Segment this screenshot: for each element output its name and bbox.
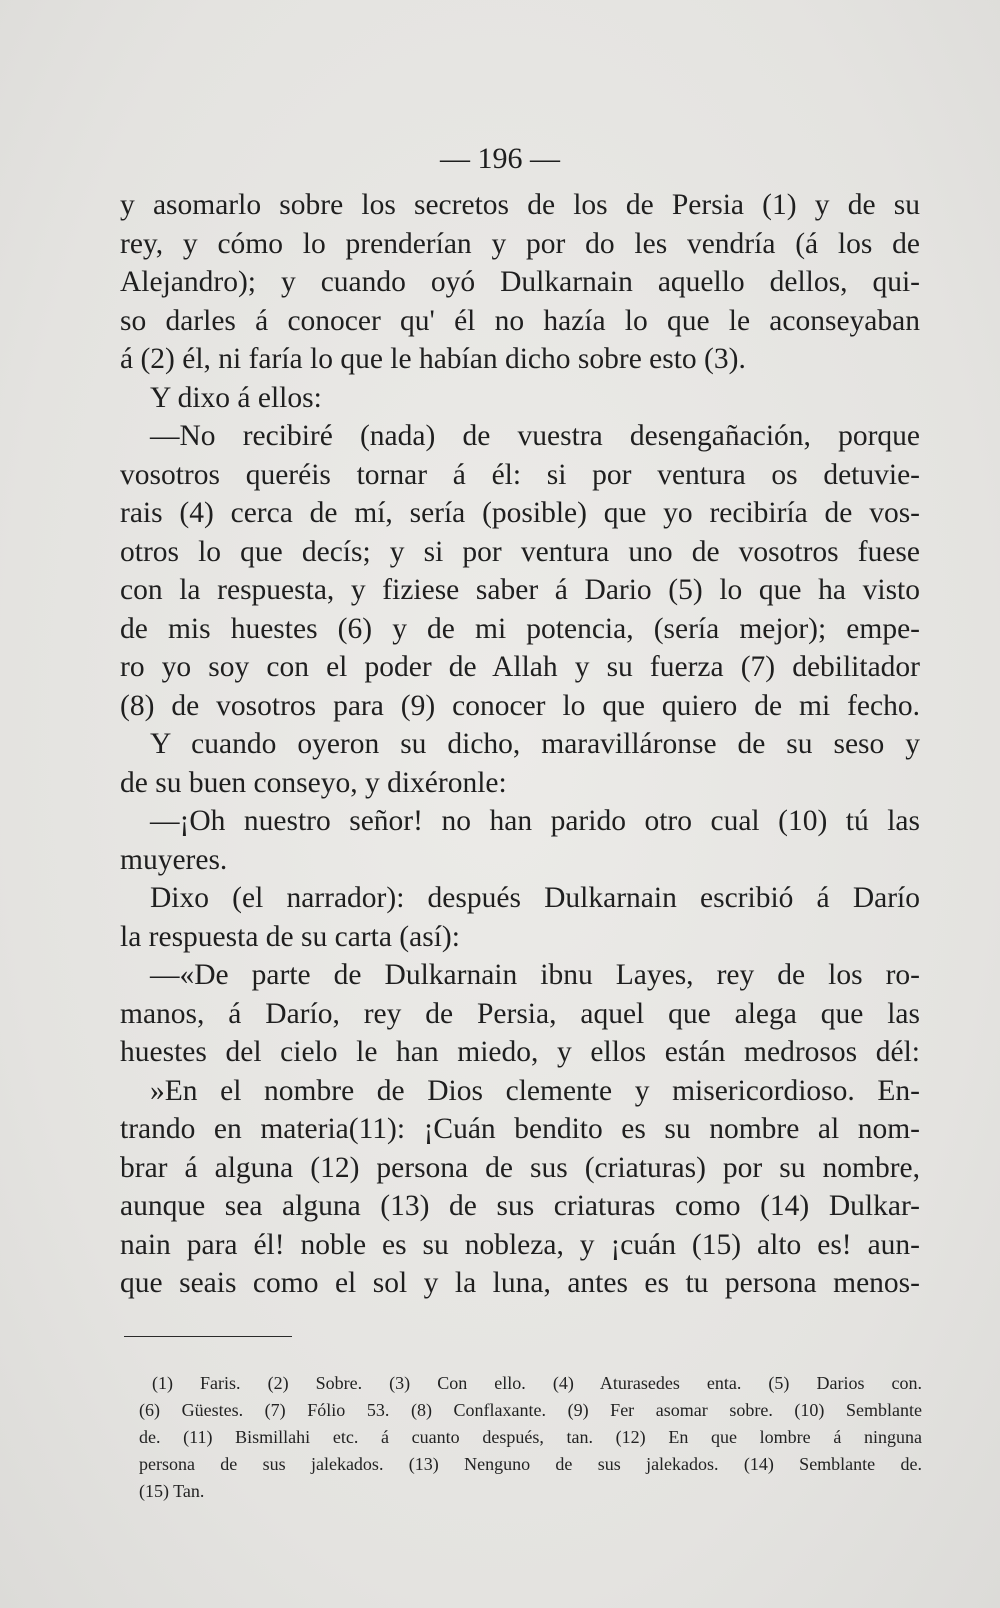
- body-line: de mis huestes (6) y de mi potencia, (sería mejor); empe-: [120, 612, 920, 645]
- body-line: rais (4) cerca de mí, sería (posible) que yo recibiría de vos-: [120, 497, 920, 529]
- footnotes: [139, 1370, 922, 1505]
- body-line: »En el nombre de Dios clemente y misericordioso. En-: [150, 1074, 920, 1107]
- body-line: —No recibiré (nada) de vuestra desengañación, porque: [150, 420, 920, 452]
- body-line: ro yo soy con el poder de Allah y su fuerza (7) debilitador: [120, 651, 920, 683]
- body-line: Dixo (el narrador): después Dulkarnain escribió á Darío: [150, 882, 920, 914]
- body-line: la respuesta de su carta (así):: [120, 920, 460, 953]
- body-line: nain para él! noble es su nobleza, y ¡cuán (15) alto es! aun-: [120, 1228, 920, 1261]
- footnote-line: (15) Tan.: [139, 1481, 205, 1501]
- body-line: á (2) él, ni faría lo que le habían dicho sobre esto (3).: [120, 343, 746, 375]
- body-line: so darles á conocer qu' él no hazía lo que le aconseyaban: [120, 304, 920, 337]
- body-line: aunque sea alguna (13) de sus criaturas como (14) Dulkar-: [120, 1190, 920, 1222]
- footnote-line: (6) Güestes. (7) Fólio 53. (8) Conflaxante. (9) Fer asomar sobre. (10) Semblante: [139, 1400, 922, 1420]
- body-line: de su buen conseyo, y dixéronle:: [120, 766, 507, 799]
- body-line: con la respuesta, y fiziese saber á Dario (5) lo que ha visto: [120, 574, 920, 606]
- footnote-line: persona de sus jalekados. (13) Nenguno de sus jalekados. (14) Semblante de.: [139, 1454, 922, 1474]
- body-line: que seais como el sol y la luna, antes es tu persona menos-: [120, 1267, 920, 1299]
- body-line: trando en materia(11): ¡Cuán bendito es su nombre al nom-: [120, 1113, 920, 1145]
- body-line: —¡Oh nuestro señor! no han parido otro cual (10) tú las: [150, 805, 920, 837]
- body-line: huestes del cielo le han miedo, y ellos están medrosos dél:: [120, 1036, 920, 1068]
- body-line: brar á alguna (12) persona de sus (criaturas) por su nombre,: [120, 1151, 920, 1184]
- body-line: y asomarlo sobre los secretos de los de Persia (1) y de su: [120, 189, 920, 221]
- body-line: Alejandro); y cuando oyó Dulkarnain aquello dellos, qui-: [120, 266, 920, 298]
- body-line: rey, y cómo lo prenderían y por do les vendría (á los de: [120, 227, 920, 260]
- body-line: —«De parte de Dulkarnain ibnu Layes, rey de los ro-: [150, 959, 920, 991]
- body-line: Y cuando oyeron su dicho, maravilláronse de su seso y: [150, 728, 920, 760]
- footnote-line: (1) Faris. (2) Sobre. (3) Con ello. (4) Aturasedes enta. (5) Darios con.: [152, 1373, 922, 1393]
- page-number: — 196 —: [440, 142, 560, 175]
- body-line: (8) de vosotros para (9) conocer lo que quiero de mi fecho.: [120, 689, 920, 722]
- body-line: Y dixo á ellos:: [150, 381, 322, 414]
- body-line: manos, á Darío, rey de Persia, aquel que alega que las: [120, 997, 920, 1030]
- body-line: muyeres.: [120, 843, 228, 876]
- body-line: vosotros queréis tornar á él: si por ventura os detuvie-: [120, 458, 920, 491]
- footnote-line: de. (11) Bismillahi etc. á cuanto después, tan. (12) En que lombre á ninguna: [139, 1427, 922, 1447]
- body-line: otros lo que decís; y si por ventura uno de vosotros fuese: [120, 535, 920, 568]
- body-text: [120, 186, 920, 1303]
- footnote-divider: [124, 1336, 292, 1337]
